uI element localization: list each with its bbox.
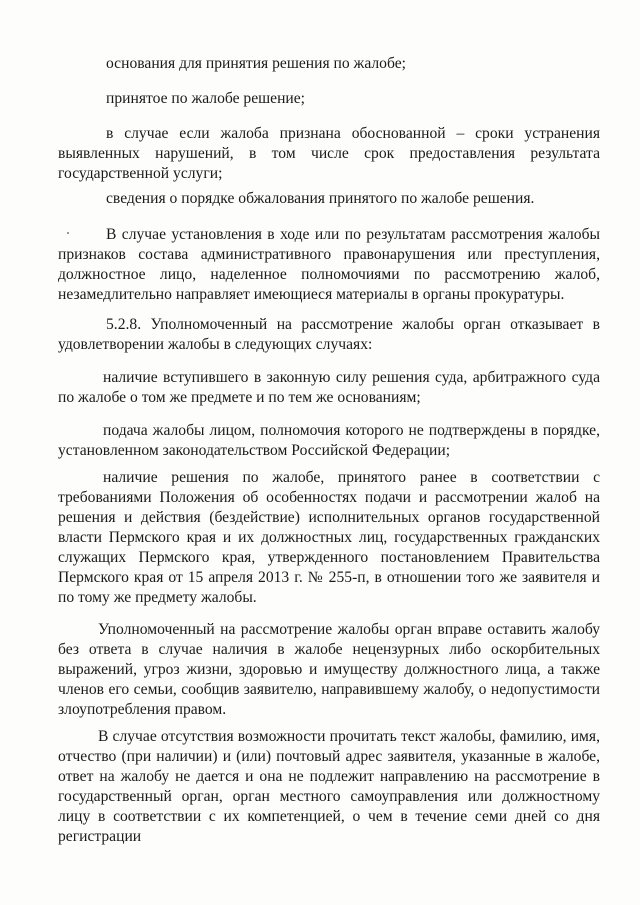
- paragraph: принятое по жалобе решение;: [106, 90, 306, 107]
- paragraph: сведения о порядке обжалования принятого по жалобе решения.: [106, 190, 535, 207]
- list-paragraph: наличие решения по жалобе, принятого ранее в соответствии с требованиями Положения об особенностях подачи и рассмотрении жалоб на решения и действия (бездействие) исполнительных органов государственной власти Пермского края и их должностных лиц, государственных гражданских служащих Пермского края, утвержденного постановлением Правительства Пермского края от 15 апреля 2013 г. № 255-п, в отношении того же заявителя и по тому же предмету жалобы.: [58, 469, 600, 606]
- list-paragraph: наличие вступившего в законную силу решения суда, арбитражного суда по жалобе о том же предмете и по тем же основаниям;: [58, 369, 600, 406]
- paragraph: В случае отсутствия возможности прочитать текст жалобы, фамилию, имя, отчество (при наличии) и (или) почтовый адрес заявителя, указанные в жалобе, ответ на жалобу не дается и она не подлежит направлению на рассмотрение в государственный орган, орган местного самоуправления или должностному лицу в соответствии с их компетенцией, о чем в течение семи дней со дня регистрации: [58, 728, 600, 845]
- list-paragraph: подача жалобы лицом, полномочия которого не подтверждены в порядке, установленном законодательством Российской Федерации;: [58, 422, 600, 459]
- paragraph: Уполномоченный на рассмотрение жалобы орган вправе оставить жалобу без ответа в случае наличия в жалобе нецензурных либо оскорбительных выражений, угроз жизни, здоровью и имуществу должностного лица, а также членов его семьи, сообщив заявителю, направившему жалобу, о недопустимости злоупотребления правом.: [58, 621, 600, 718]
- section-paragraph: 5.2.8. Уполномоченный на рассмотрение жалобы орган отказывает в удовлетворении жалобы в следующих случаях:: [58, 316, 600, 353]
- paragraph: В случае установления в ходе или по результатам рассмотрения жалобы признаков состава административного правонарушения или преступления, должностное лицо, наделенное полномочиями по рассмотрению жалоб, незамедлительно направляет имеющиеся материалы в органы прокуратуры.: [58, 226, 600, 303]
- paragraph: в случае если жалоба признана обоснованной – сроки устранения выявленных нарушений, в том числе срок предоставления результата государственной услуги;: [58, 125, 600, 182]
- paragraph: основания для принятия решения по жалобе;: [106, 55, 406, 72]
